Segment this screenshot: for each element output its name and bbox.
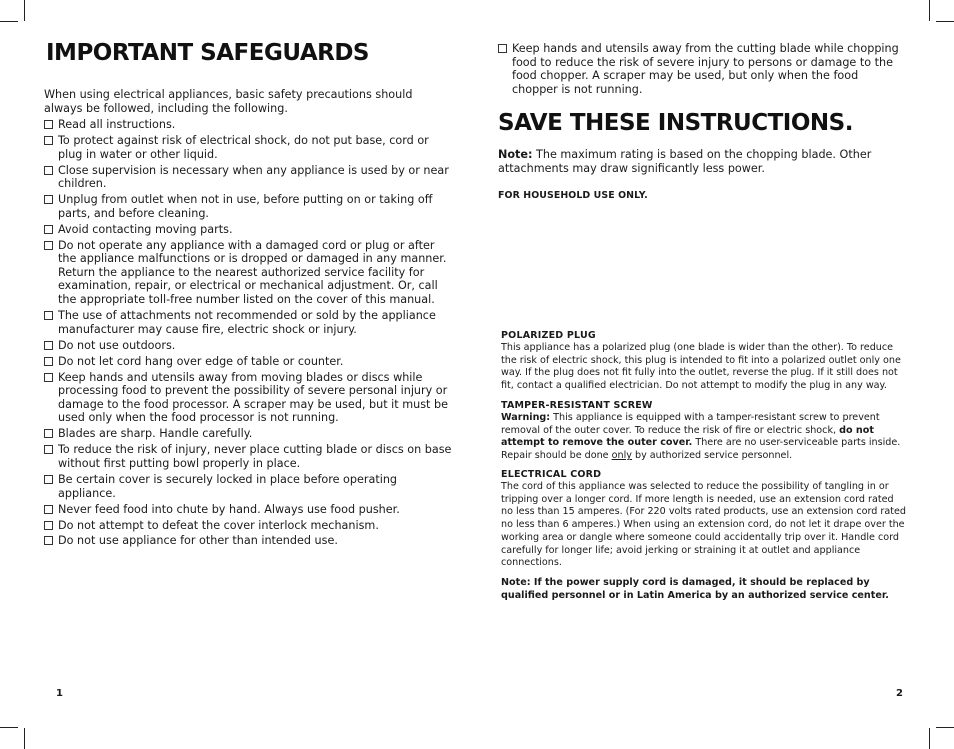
list-item: Avoid contacting moving parts. xyxy=(44,223,454,237)
crop-mark xyxy=(0,21,18,22)
crop-mark xyxy=(936,21,954,22)
checkbox-icon xyxy=(44,120,53,129)
checkbox-icon xyxy=(44,311,53,320)
crop-mark xyxy=(0,727,18,728)
rating-note: Note: The maximum rating is based on the chopping blade. Other attachments may draw significantly less power. xyxy=(498,148,872,176)
list-item: Do not let cord hang over edge of table or counter. xyxy=(44,355,454,369)
list-item: To reduce the risk of injury, never place cutting blade or discs on base without first putting bowl properly in place. xyxy=(44,443,454,470)
power-cord-note xyxy=(501,577,907,602)
crop-mark xyxy=(24,728,25,749)
checkbox-icon xyxy=(498,44,507,53)
list-item: Do not use appliance for other than intended use. xyxy=(44,534,454,548)
checkbox-icon xyxy=(44,357,53,366)
list-item: Blades are sharp. Handle carefully. xyxy=(44,427,454,441)
household-use-label: FOR HOUSEHOLD USE ONLY. xyxy=(498,190,648,202)
checkbox-icon xyxy=(44,373,53,382)
section-text: This appliance has a polarized plug (one blade is wider than the other). To reduce the risk of electric shock, this plug is intended to fit into a polarized outlet only one way. If the plug does not fit fully into the outlet, reverse the plug. If it still does not fit, contact a qualified electrician. Do not attempt to modify the plug in any way. xyxy=(501,342,901,392)
left-page xyxy=(44,40,454,550)
final-note-text: Note: If the power supply cord is damaged, it should be replaced by qualified personnel or in Latin America by an authorized service center. xyxy=(501,577,889,601)
page-number-right: 2 xyxy=(896,688,903,699)
list-item: Unplug from outlet when not in use, before putting on or taking off parts, and before cleaning. xyxy=(44,193,454,220)
page-number-left: 1 xyxy=(56,688,63,699)
crop-mark xyxy=(936,727,954,728)
list-item: Keep hands and utensils away from the cutting blade while chopping food to reduce the risk of severe injury to persons or damage to the food chopper. A scraper may be used, but only when the food chopper is not running. xyxy=(498,42,906,96)
list-item: The use of attachments not recommended or sold by the appliance manufacturer may cause fire, electric shock or injury. xyxy=(44,309,454,336)
checkbox-icon xyxy=(44,241,53,250)
list-item: Never feed food into chute by hand. Always use food pusher. xyxy=(44,503,454,517)
save-instructions-heading: SAVE THESE INSTRUCTIONS. xyxy=(498,110,853,137)
list-item: Do not attempt to defeat the cover interlock mechanism. xyxy=(44,519,454,533)
tamper-screw-section xyxy=(501,400,907,463)
checkbox-icon xyxy=(44,429,53,438)
crop-mark xyxy=(929,0,930,21)
safeguards-intro: When using electrical appliances, basic safety precautions should always be followed, including the following. xyxy=(44,88,413,115)
safeguards-list xyxy=(44,118,454,548)
list-item: Do not use outdoors. xyxy=(44,339,454,353)
list-item: To protect against risk of electrical shock, do not put base, cord or plug in water or other liquid. xyxy=(44,134,454,161)
section-title: ELECTRICAL CORD xyxy=(501,469,602,480)
checkbox-icon xyxy=(44,341,53,350)
list-item: Do not operate any appliance with a damaged cord or plug or after the appliance malfunctions or is dropped or damaged in any manner. Return the appliance to the nearest authorized service facility for examination, repair, or electrical or mechanical adjustment. Or, call the appropriate toll-free number listed on the cover of this manual. xyxy=(44,239,454,307)
section-title: POLARIZED PLUG xyxy=(501,330,596,341)
right-list xyxy=(498,42,906,96)
checkbox-icon xyxy=(44,445,53,454)
polarized-plug-section xyxy=(501,330,907,393)
list-item: Be certain cover is securely locked in place before operating appliance. xyxy=(44,473,454,500)
crop-mark xyxy=(24,0,25,21)
checkbox-icon xyxy=(44,521,53,530)
list-item: Close supervision is necessary when any appliance is used by or near children. xyxy=(44,164,454,191)
checkbox-icon xyxy=(44,136,53,145)
right-page xyxy=(498,42,906,201)
checkbox-icon xyxy=(44,195,53,204)
checkbox-icon xyxy=(44,536,53,545)
section-text: The cord of this appliance was selected to reduce the possibility of tangling in or tripping over a longer cord. If more length is needed, use an extension cord rated no less than 15 amperes. (For 220 volts rated products, use an extension cord rated no less than 6 amperes.) When using an extension cord, do not let it drape over the working area or dangle where someone could accidentally trip over it. Handle cord carefully for longer life; avoid jerking or straining it at outlet and appliance connections. xyxy=(501,481,906,569)
list-item: Keep hands and utensils away from moving blades or discs while processing food to prevent the possibility of severe personal injury or damage to the food processor. A scraper may be used, but it must be used only when the food processor is not running. xyxy=(44,371,454,425)
checkbox-icon xyxy=(44,166,53,175)
list-item: Read all instructions. xyxy=(44,118,454,132)
crop-mark xyxy=(929,728,930,749)
checkbox-icon xyxy=(44,225,53,234)
section-text: Warning: This appliance is equipped with a tamper-resistant screw to prevent removal of the outer cover. To reduce the risk of fire or electric shock, do not attempt to remove the outer cover. There are no user-serviceable parts inside. Repair should be done only by authorized service personnel. xyxy=(501,412,901,462)
section-title: TAMPER-RESISTANT SCREW xyxy=(501,400,653,411)
safeguards-heading: IMPORTANT SAFEGUARDS xyxy=(46,40,369,66)
checkbox-icon xyxy=(44,475,53,484)
checkbox-icon xyxy=(44,505,53,514)
electrical-cord-section xyxy=(501,469,907,570)
